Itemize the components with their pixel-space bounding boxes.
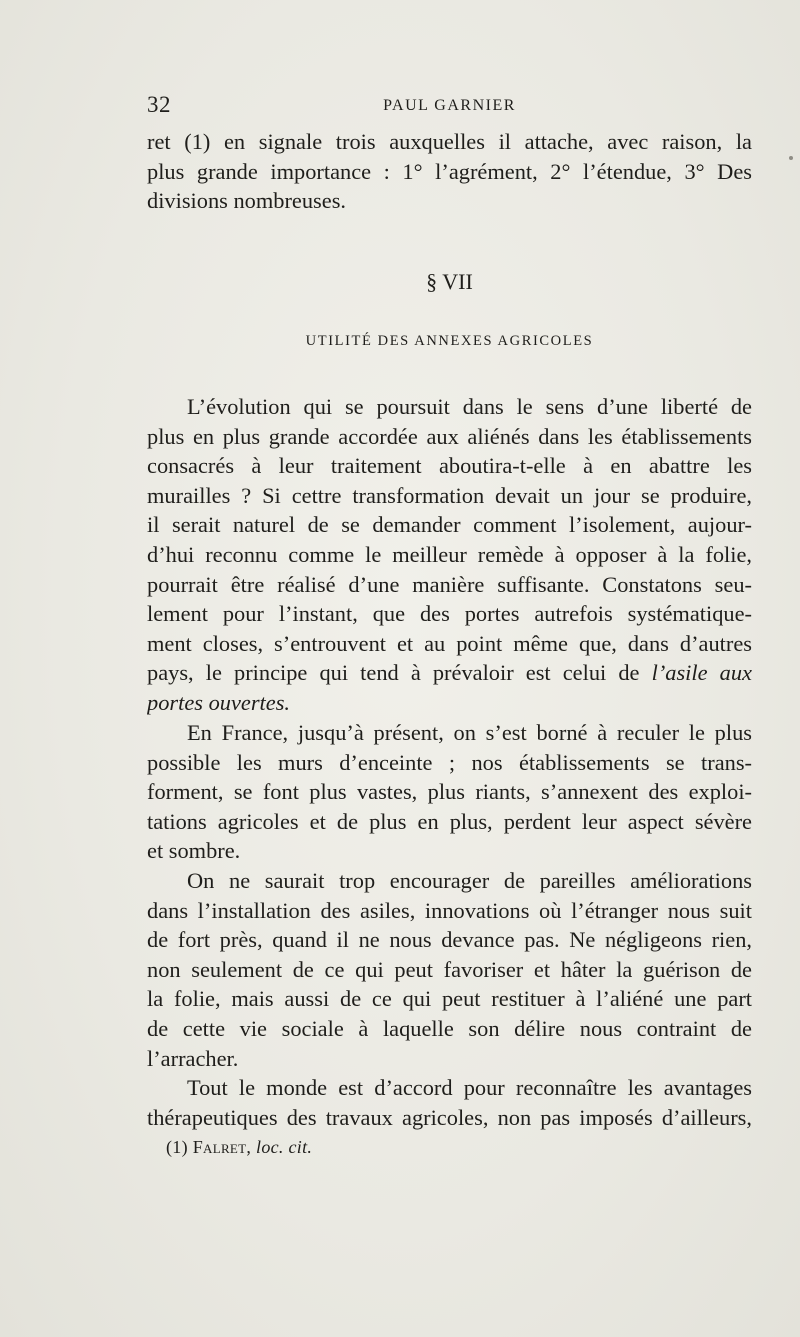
- text-line: forment, se font plus vastes, plus riants, s’annexent des exploi-: [147, 779, 752, 805]
- footnote: [166, 1137, 312, 1158]
- text-line: Tout le monde est d’accord pour reconnaître les avantages: [187, 1075, 752, 1100]
- section-heading: UTILITÉ DES ANNEXES AGRICOLES: [305, 333, 594, 349]
- text-line: ret (1) en signale trois auxquelles il attache, avec raison, la: [147, 129, 752, 154]
- footnote-separator: ,: [246, 1137, 252, 1157]
- section-number: § VII: [426, 269, 473, 294]
- text-line: l’arracher.: [147, 1045, 239, 1071]
- text-line: et sombre.: [147, 838, 241, 864]
- italic-phrase: l’asile aux: [651, 660, 752, 686]
- running-title: PAUL GARNIER: [383, 97, 516, 114]
- paragraph-ameliorations: [147, 866, 752, 1073]
- text-line: L’évolution qui se poursuit dans le sens d’une liberté de: [187, 394, 752, 419]
- footnote-reference: loc. cit.: [256, 1137, 313, 1157]
- text-line: la folie, mais aussi de ce qui peut restituer à l’aliéné une part: [147, 986, 752, 1012]
- text-line: murailles ? Si cettre transformation devait un jour se produire,: [147, 482, 752, 508]
- text-line: En France, jusqu’à présent, on s’est borné à reculer le plus: [187, 720, 752, 745]
- text-line: plus en plus grande accordée aux aliénés dans les établissements: [147, 423, 752, 449]
- text-line: possible les murs d’enceinte ; nos établissements se trans-: [147, 749, 752, 775]
- text-span: pays, le principe qui tend à prévaloir est celui de: [147, 660, 652, 686]
- text-line: ment closes, s’entrouvent et au point même que, dans d’autres: [147, 630, 752, 656]
- text-line: dans l’installation des asiles, innovations où l’étranger nous suit: [147, 897, 752, 923]
- italic-phrase: portes ouvertes.: [147, 689, 291, 715]
- text-line: lement pour l’instant, que des portes autrefois systématique-: [147, 601, 752, 627]
- paragraph-evolution: [147, 392, 752, 718]
- text-line: non seulement de ce qui peut favoriser et hâter la guérison de: [147, 956, 752, 982]
- page-number: 32: [147, 92, 171, 117]
- text-line: plus grande importance : 1° l’agrément, 2° l’étendue, 3° Des: [147, 158, 752, 184]
- text-line: d’hui reconnu comme le meilleur remède à opposer à la folie,: [147, 541, 752, 567]
- footnote-marker: (1): [166, 1137, 188, 1157]
- paper-speck: [789, 156, 793, 160]
- text-line: pourrait être réalisé d’une manière suffisante. Constatons seu-: [147, 571, 752, 597]
- text-line: On ne saurait trop encourager de pareilles améliorations: [187, 868, 752, 893]
- text-line: de cette vie sociale à laquelle son délire nous contraint de: [147, 1015, 752, 1041]
- text-line: il serait naturel de se demander comment l’isolement, aujour-: [147, 512, 752, 538]
- text-line: [147, 658, 752, 688]
- running-head: [147, 92, 752, 122]
- paragraph-continued: [147, 127, 752, 216]
- paragraph-travaux: [147, 1073, 752, 1132]
- text-line: [147, 688, 752, 718]
- text-line: thérapeutiques des travaux agricoles, non pas imposés d’ailleurs,: [147, 1104, 752, 1130]
- text-line: tations agricoles et de plus en plus, perdent leur aspect sévère: [147, 808, 752, 834]
- text-line: de fort près, quand il ne nous devance pas. Ne négligeons rien,: [147, 927, 752, 953]
- text-line: consacrés à leur traitement aboutira-t-elle à en abattre les: [147, 453, 752, 479]
- text-line: divisions nombreuses.: [147, 188, 347, 214]
- footnote-author: Falret: [192, 1137, 247, 1157]
- paragraph-france: [147, 718, 752, 866]
